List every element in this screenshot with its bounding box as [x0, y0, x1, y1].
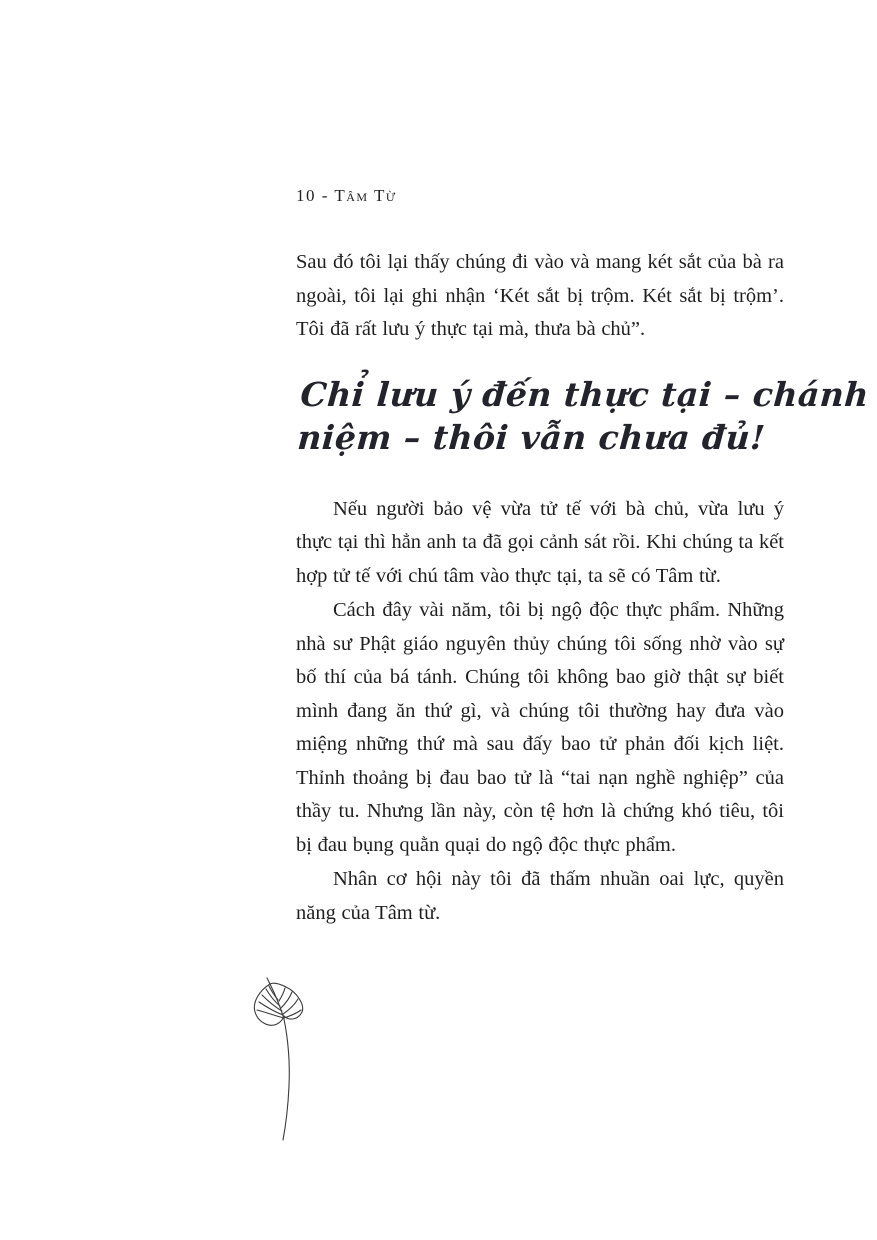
section-heading-line-1: Chỉ lưu ý đến thực tại – chánh: [299, 374, 871, 414]
bodhi-leaf-illustration: [247, 974, 311, 1146]
paragraph-continuation: Sau đó tôi lại thấy chúng đi vào và mang két sắt của bà ra ngoài, tôi lại ghi nhận ‘Két sắt bị trộm. Két sắt bị trộm’. Tôi đã rất lưu ý thực tại mà, thưa bà chủ”.: [296, 251, 784, 340]
section-heading: [296, 373, 871, 459]
paragraph: Nếu người bảo vệ vừa tử tế với bà chủ, vừa lưu ý thực tại thì hẳn anh ta đã gọi cảnh sát rồi. Khi chúng ta kết hợp tử tế với chú tâm vào thực tại, ta sẽ có Tâm từ.: [296, 497, 784, 587]
stem-line: [283, 1019, 289, 1140]
section-heading-line-2: niệm – thôi vẫn chưa đủ!: [296, 417, 767, 457]
paragraph: Nhân cơ hội này tôi đã thấm nhuần oai lực, quyền năng của Tâm từ.: [296, 868, 784, 924]
paragraph: Cách đây vài năm, tôi bị ngộ độc thực phẩm. Những nhà sư Phật giáo nguyên thủy chúng tôi sống nhờ vào sự bố thí của bá tánh. Chúng tôi không bao giờ thật sự biết mình đang ăn thứ gì, và chúng tôi thường hay đưa vào miệng những thứ mà sau đấy bao tử phản đối kịch liệt. Thỉnh thoảng bị đau bao tử là “tai nạn nghề nghiệp” của thầy tu. Nhưng lần này, còn tệ hơn là chứng khó tiêu, tôi bị đau bụng quằn quại do ngộ độc thực phẩm.: [296, 599, 784, 856]
leaf-icon: [254, 978, 302, 1025]
running-header: 10 - Tâm Từ: [296, 186, 397, 205]
text-block: [296, 186, 871, 930]
